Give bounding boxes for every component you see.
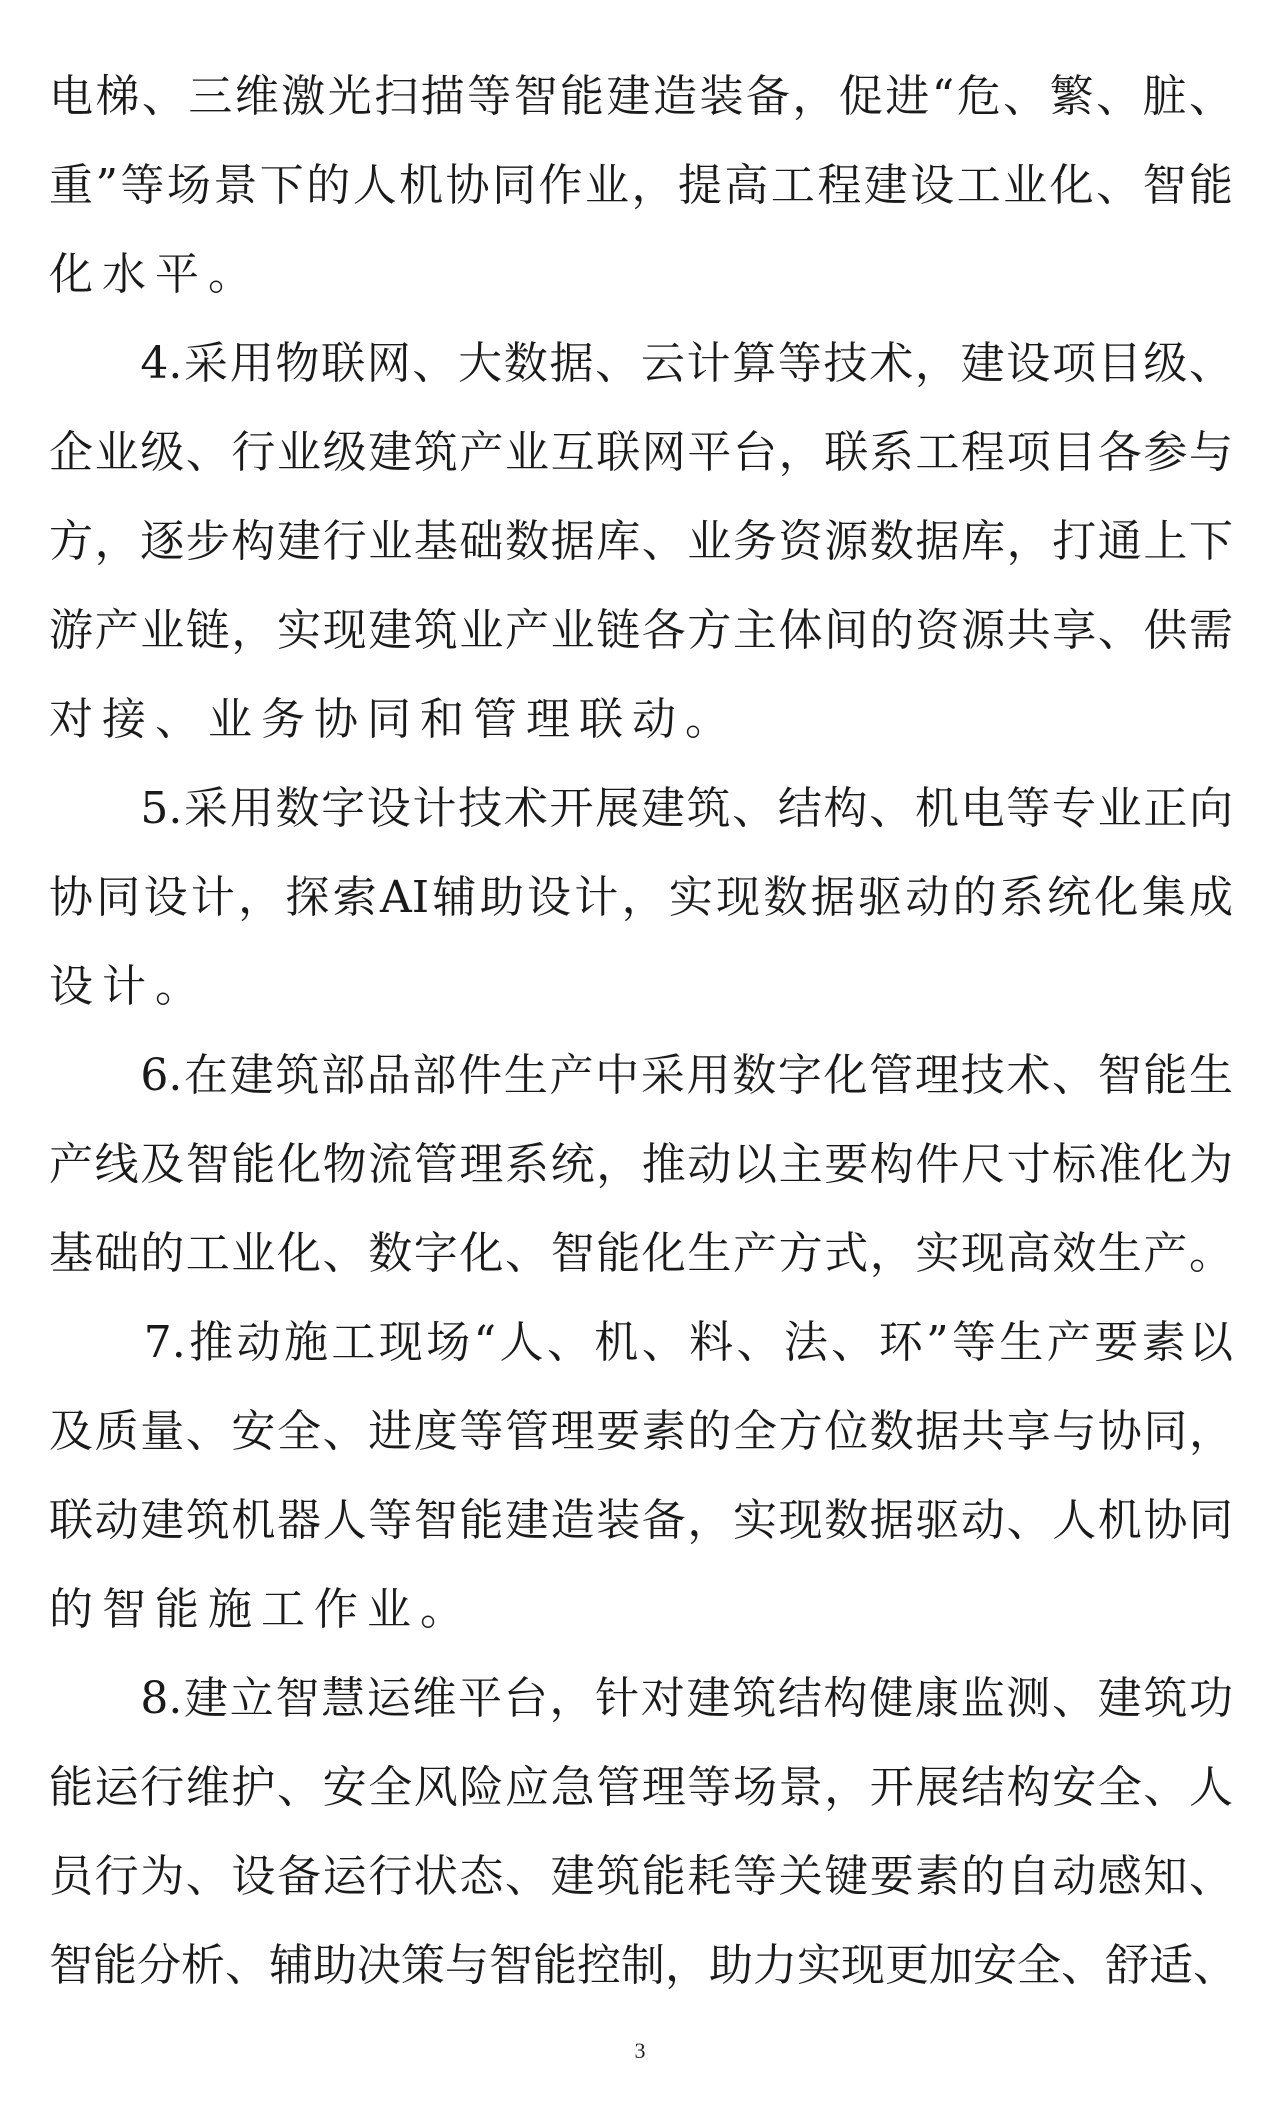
text-line: 化水平。 — [49, 249, 261, 300]
text-line: 及质量、安全、进度等管理要素的全方位数据共享与协同， — [49, 1406, 1233, 1457]
text-line: 电梯、三维激光扫描等智能建造装备，促进“危、繁、脏、 — [49, 71, 1233, 122]
text-line: 7.推动施工现场“人、机、料、法、环”等生产要素以 — [49, 1317, 1233, 1368]
text-line: 5.采用数字设计技术开展建筑、结构、机电等专业正向 — [49, 783, 1233, 834]
text-line: 的智能施工作业。 — [49, 1584, 473, 1635]
text-line: 智能分析、辅助决策与智能控制，助力实现更加安全、舒适、 — [49, 1940, 1237, 1991]
text-line: 重”等场景下的人机协同作业，提高工程建设工业化、智能 — [49, 160, 1233, 211]
document-body — [49, 52, 1237, 2010]
text-line: 设计。 — [49, 961, 208, 1012]
text-line: 8.建立智慧运维平台，针对建筑结构健康监测、建筑功 — [49, 1673, 1233, 1724]
text-line: 企业级、行业级建筑产业互联网平台，联系工程项目各参与 — [49, 427, 1233, 478]
text-line: 6.在建筑部品部件生产中采用数字化管理技术、智能生 — [49, 1050, 1233, 1101]
text-line: 游产业链，实现建筑业产业链各方主体间的资源共享、供需 — [49, 605, 1233, 656]
text-line: 协同设计，探索AI辅助设计，实现数据驱动的系统化集成 — [49, 872, 1233, 923]
text-line: 员行为、设备运行状态、建筑能耗等关键要素的自动感知、 — [49, 1851, 1233, 1902]
text-line: 产线及智能化物流管理系统，推动以主要构件尺寸标准化为 — [49, 1139, 1233, 1190]
text-line: 方，逐步构建行业基础数据库、业务资源数据库，打通上下 — [49, 516, 1233, 567]
text-line: 联动建筑机器人等智能建造装备，实现数据驱动、人机协同 — [49, 1495, 1233, 1546]
text-line: 基础的工业化、数字化、智能化生产方式，实现高效生产。 — [49, 1228, 1233, 1279]
text-line: 能运行维护、安全风险应急管理等场景，开展结构安全、人 — [49, 1762, 1233, 1813]
text-line: 4.采用物联网、大数据、云计算等技术，建设项目级、 — [49, 338, 1233, 389]
page-number: 3 — [634, 2038, 646, 2063]
text-line: 对接、业务协同和管理联动。 — [49, 694, 738, 745]
